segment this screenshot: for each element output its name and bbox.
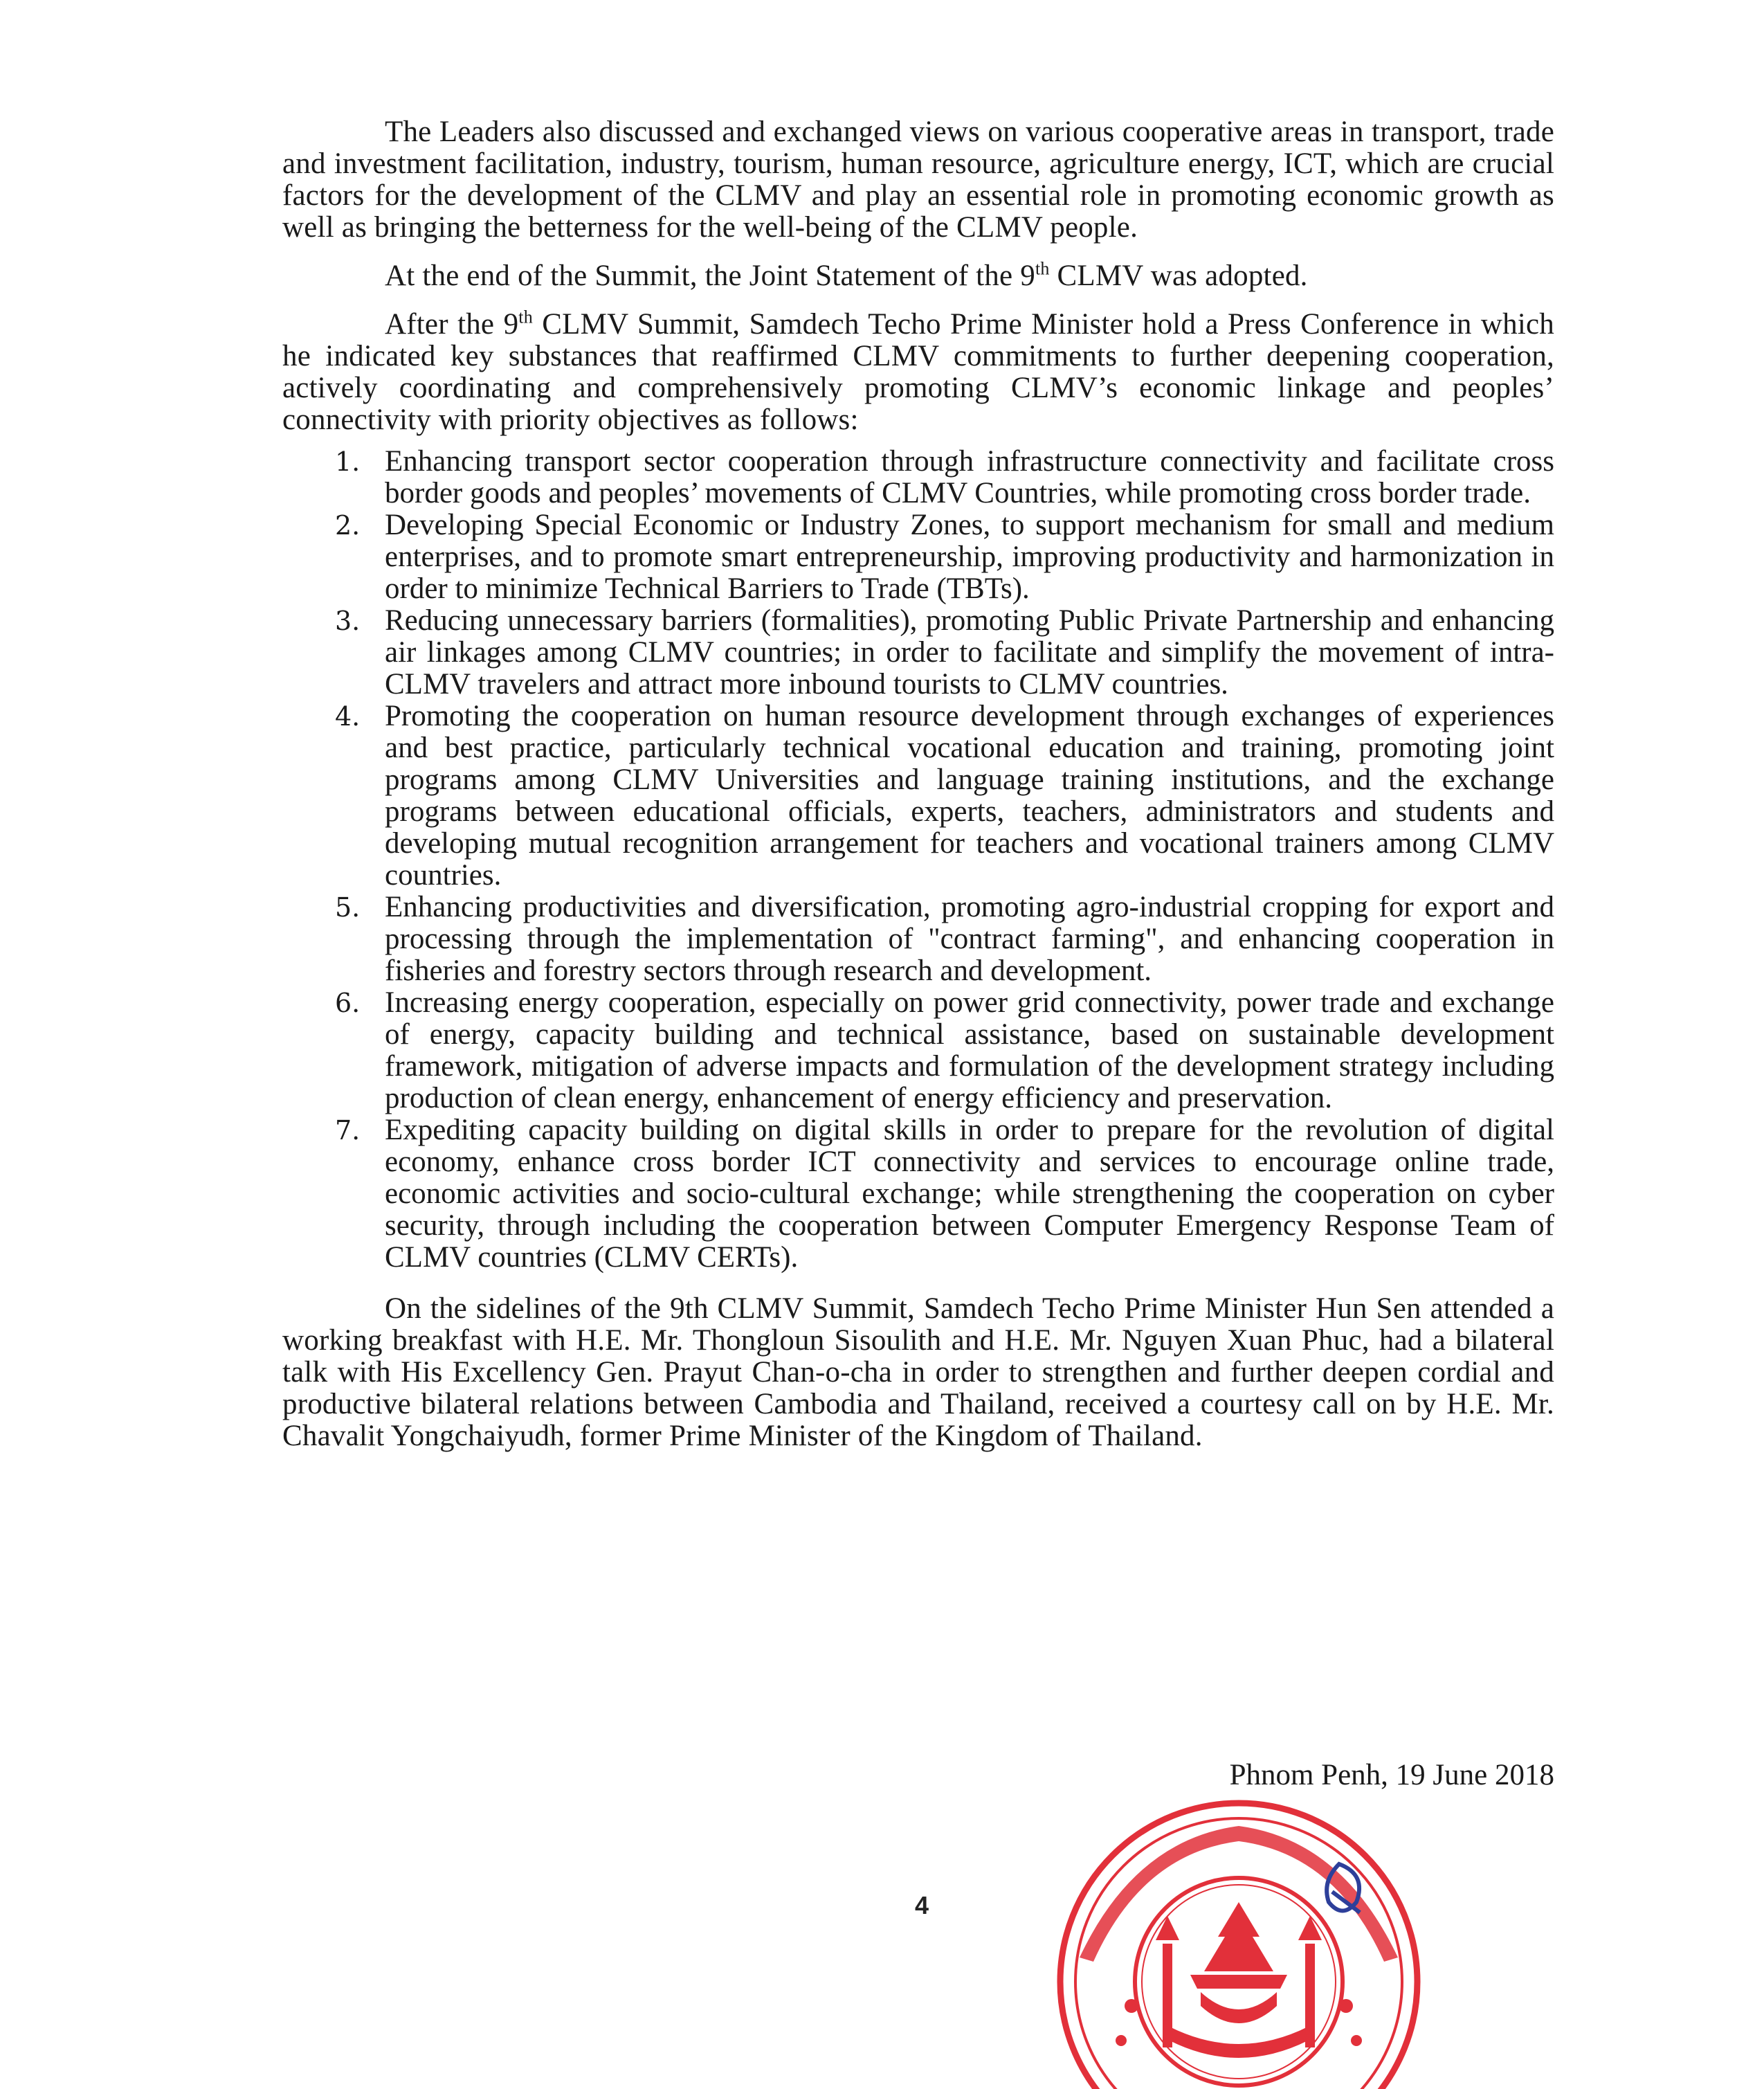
list-item-number: 6. — [335, 988, 361, 1018]
list-item-number: 4. — [335, 701, 361, 732]
paragraph-press-conference — [282, 309, 1554, 436]
list-item — [282, 987, 1554, 1114]
list-item-number: 7. — [335, 1115, 361, 1146]
list-item — [282, 605, 1554, 700]
joint-statement-text-end: CLMV was adopted. — [1049, 260, 1308, 292]
page-number: 4 — [915, 1891, 929, 1919]
document-body — [282, 116, 1554, 1469]
list-item-number: 5. — [335, 892, 361, 923]
list-item — [282, 509, 1554, 605]
dateline: Phnom Penh, 19 June 2018 — [1229, 1759, 1554, 1791]
list-item — [282, 446, 1554, 509]
list-item-text: Enhancing productivities and diversification, promoting agro-industrial cropping for export and processing through the implementation of "contract farming", and enhancing cooperation in fisheries and forestry sectors through research and development. — [385, 891, 1554, 987]
press-conference-text-end: CLMV Summit, Samdech Techo Prime Minister hold a Press Conference in which he indicated key substances that reaffirmed CLMV commitments to further deepening cooperation, actively coordinating and comprehensively promoting CLMV’s economic linkage and peoples’ connectivity with priority objectives as follows: — [282, 308, 1554, 436]
list-item-text: Expediting capacity building on digital skills in order to prepare for the revolution of digital economy, enhance cross border ICT connectivity and services to encourage online trade, economic activities and socio-cultural exchange; while strengthening the cooperation on cyber security, through including the cooperation between Computer Emergency Response Team of CLMV countries (CLMV CERTs). — [385, 1114, 1554, 1274]
joint-statement-text-start: At the end of the Summit, the Joint Statement of the 9 — [385, 260, 1035, 292]
ordinal-suffix: th — [518, 307, 533, 327]
paragraph-sidelines: On the sidelines of the 9th CLMV Summit, Samdech Techo Prime Minister Hun Sen attended a working breakfast with H.E. Mr. Thongloun Sisoulith and H.E. Mr. Nguyen Xuan Phuc, had a bilateral talk with His Excellency Gen. Prayut Chan-o-cha in order to strengthen and further deepen cordial and productive bilateral relations between Cambodia and Thailand, received a courtesy call on by H.E. Mr. Chavalit Yongchaiyudh, former Prime Minister of the Kingdom of Thailand. — [282, 1292, 1554, 1452]
list-item — [282, 1114, 1554, 1274]
list-item — [282, 700, 1554, 892]
official-seal-icon — [1052, 1798, 1426, 2089]
list-item-text: Developing Special Economic or Industry Zones, to support mechanism for small and medium enterprises, and to promote smart entrepreneurship, improving productivity and harmonization in order to minimize Technical Barriers to Trade (TBTs). — [385, 509, 1554, 605]
list-item-text: Enhancing transport sector cooperation through infrastructure connectivity and facilitate cross border goods and peoples’ movements of CLMV Countries, while promoting cross border trade. — [385, 445, 1554, 509]
list-item-text: Promoting the cooperation on human resource development through exchanges of experiences and best practice, particularly technical vocational education and training, promoting joint programs among CLMV Universities and language training institutions, and the exchange programs between educational officials, experts, teachers, administrators and students and developing mutual recognition arrangement for teachers and vocational trainers among CLMV countries. — [385, 700, 1554, 892]
list-item — [282, 892, 1554, 987]
paragraph-joint-statement — [282, 260, 1554, 292]
list-item-number: 1. — [335, 446, 361, 477]
list-item-number: 2. — [335, 510, 361, 541]
paragraph-leaders-discussion: The Leaders also discussed and exchanged views on various cooperative areas in transport, trade and investment facilitation, industry, tourism, human resource, agriculture energy, ICT, which are crucial factors for the development of the CLMV and play an essential role in promoting economic growth as well as bringing the betterness for the well-being of the CLMV people. — [282, 116, 1554, 244]
list-item-text: Reducing unnecessary barriers (formalities), promoting Public Private Partnership and enhancing air linkages among CLMV countries; in order to facilitate and simplify the movement of intra-CLMV travelers and attract more inbound tourists to CLMV countries. — [385, 604, 1554, 700]
priority-objectives-list — [282, 446, 1554, 1274]
ordinal-suffix: th — [1035, 258, 1050, 279]
list-item-text: Increasing energy cooperation, especially on power grid connectivity, power trade and exchange of energy, capacity building and technical assistance, based on sustainable development framework, mitigation of adverse impacts and formulation of the development strategy including production of clean energy, enhancement of energy efficiency and preservation. — [385, 986, 1554, 1114]
press-conference-text-start: After the 9 — [385, 308, 519, 341]
list-item-number: 3. — [335, 606, 361, 636]
